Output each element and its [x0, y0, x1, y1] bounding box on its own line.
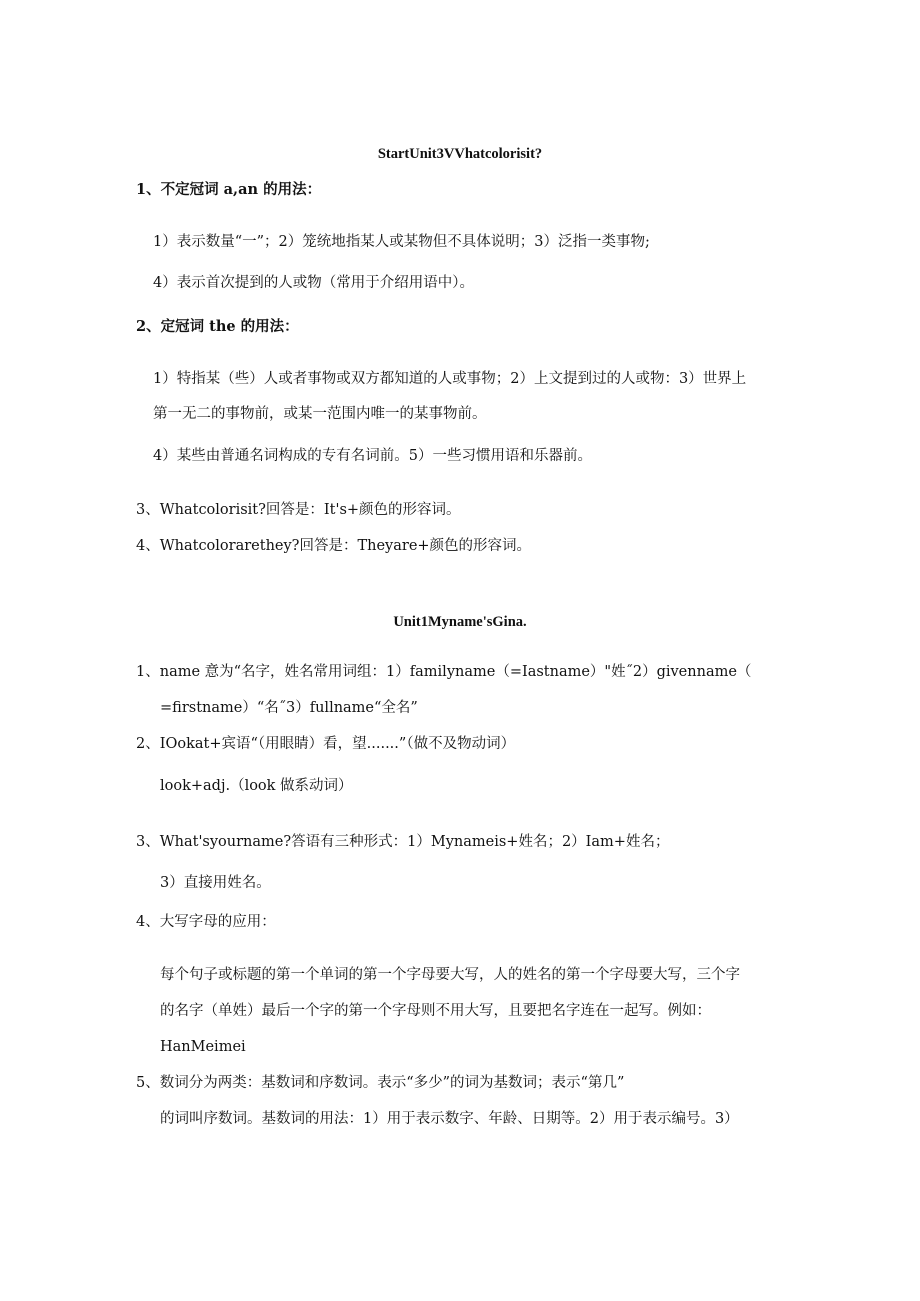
list-item: 3、What'syourname?答语有三种形式：1）Mynameis+姓名；2）Iam+姓名； [136, 834, 670, 850]
list-item-continuation: 3）直接用姓名。 [160, 875, 271, 891]
list-item: 4、Whatcolorarethey?回答是：Theyare+颜色的形容词。 [136, 538, 532, 554]
list-item: 2、IOokat+宾语“（用眼睛）看，望.......”（做不及物动词） [136, 736, 516, 752]
paragraph-line: HanMeimei [160, 1039, 246, 1055]
section2-title: Unit1Myname'sGina. [393, 614, 527, 630]
paragraph-line: 第一无二的事物前，或某一范围内唯一的某事物前。 [153, 406, 487, 422]
paragraph-line: 4）表示首次提到的人或物（常用于介绍用语中）。 [153, 275, 474, 291]
heading-indefinite-article: 1、不定冠词 a,an 的用法： [136, 181, 322, 198]
heading-definite-article: 2、定冠词 the 的用法： [136, 318, 299, 335]
list-item: 4、大写字母的应用： [136, 914, 276, 930]
list-item-continuation: 的词叫序数词。基数词的用法：1）用于表示数字、年龄、日期等。2）用于表示编号。3） [160, 1111, 739, 1127]
paragraph-line: 每个句子或标题的第一个单词的第一个字母要大写，人的姓名的第一个字母要大写，三个字 [160, 967, 740, 983]
list-item-continuation: look+adj.（look 做系动词） [160, 778, 353, 794]
list-item: 1、name 意为“名字，姓名常用词组：1）familyname（=Iastname）"姓˝2）givenname（ [136, 664, 752, 680]
section1-title: StartUnit3VVhatcolorisit? [377, 146, 543, 162]
list-item: 5、数词分为两类：基数词和序数词。表示“多少”的词为基数词；表示“第几” [136, 1075, 625, 1091]
paragraph-line: 4）某些由普通名词构成的专有名词前。5）一些习惯用语和乐器前。 [153, 448, 592, 464]
list-item-continuation: =firstname）“名˝3）fullname“全名” [160, 700, 418, 716]
list-item: 3、Whatcolorisit?回答是：It's+颜色的形容词。 [136, 502, 461, 518]
paragraph-line: 1）表示数量“一”；2）笼统地指某人或某物但不具体说明；3）泛指一类事物; [153, 234, 650, 250]
paragraph-line: 1）特指某（些）人或者事物或双方都知道的人或事物；2）上文提到过的人或物：3）世界上 [153, 371, 747, 387]
paragraph-line: 的名字（单姓）最后一个字的第一个字母则不用大写，且要把名字连在一起写。例如： [160, 1003, 711, 1019]
